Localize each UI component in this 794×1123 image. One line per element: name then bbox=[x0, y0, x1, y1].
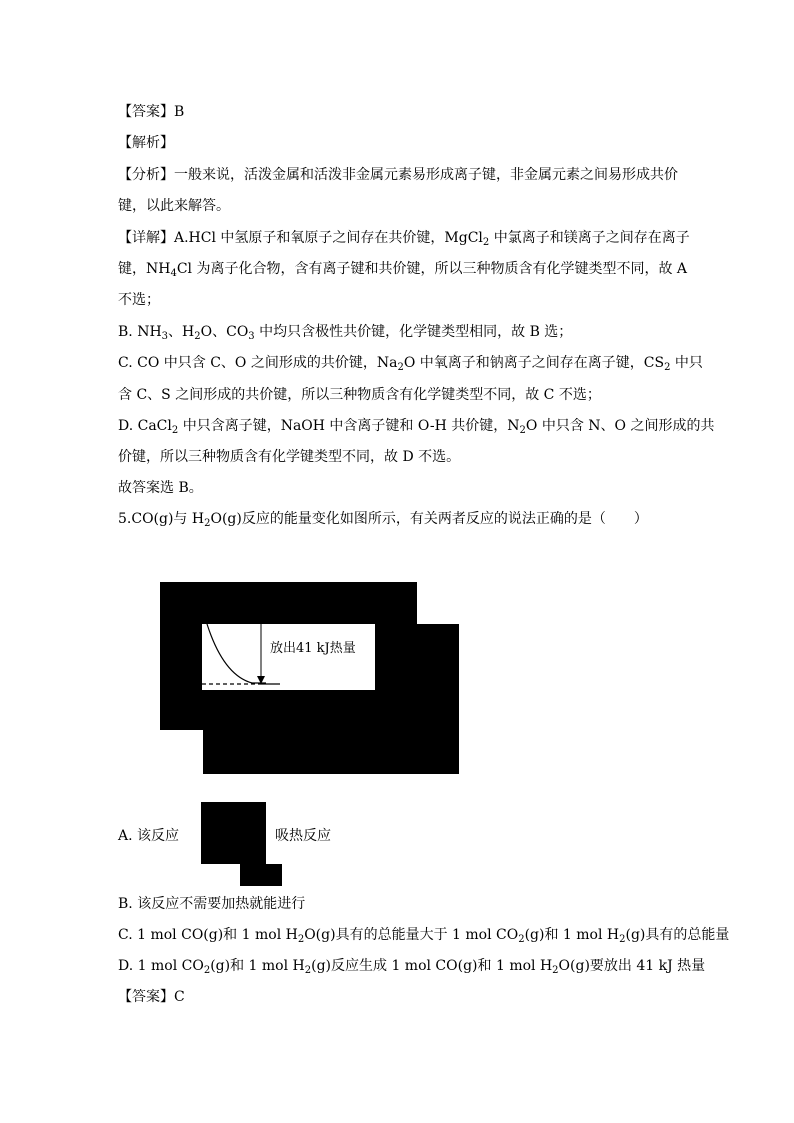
redaction-block-top bbox=[160, 582, 417, 624]
fenxi-line-1: 【分析】一般来说，活泼金属和活泼非金属元素易形成离子键，非金属元素之间易形成共价 bbox=[118, 167, 678, 183]
detail-c-line-1: C. CO 中只含 C、O 之间形成的共价键，$Na_2O$ 中氧离子和钠离子之间存在离子键，$CS_2$ 中只 bbox=[118, 355, 703, 373]
redaction-block-bottom-lower bbox=[203, 730, 417, 774]
detail-c-line-2: 含 C、S 之间形成的共价键，所以三种物质含有化学键类型不同，故 C 不选； bbox=[118, 387, 601, 403]
energy-diagram bbox=[160, 582, 460, 774]
redaction-block-bottom bbox=[160, 690, 417, 730]
detail-d-line-1: D. CaCl$_2$ 中只含离子键，NaOH 中含离子键和 O-H 共价键，$N_2O$ 中只含 N、O 之间形成的共 bbox=[118, 418, 715, 436]
answer-tag: 【答案】 bbox=[118, 989, 174, 1005]
detail-a-line-3: 不选； bbox=[118, 292, 160, 308]
redaction-block-middle-right bbox=[375, 624, 417, 690]
option-a-redaction-top bbox=[201, 802, 266, 864]
detail-a-line-2: 键，$NH_4Cl$ 为离子化合物，含有离子键和共价键，所以三种物质含有化学键类型不同，故 A bbox=[118, 261, 688, 279]
question-5-stem: 5.CO(g)与 $H_2O(g)$反应的能量变化如图所示，有关两者反应的说法正确的是（ ） bbox=[118, 511, 648, 529]
option-d: D. 1 mol $CO_2(g)$和 1 mol $H_2(g)$反应生成 1 mol CO(g)和 1 mol $H_2O(g)$要放出 41 kJ 热量 bbox=[118, 958, 706, 976]
answer-line-1 bbox=[118, 102, 184, 122]
heat-release-label: 放出41 kJ热量 bbox=[270, 641, 356, 656]
redaction-block-far-right bbox=[417, 624, 459, 774]
answer-value: C bbox=[174, 989, 185, 1005]
analysis-heading: 【解析】 bbox=[118, 135, 174, 151]
detail-a-line-1: 【详解】A.HCl 中氢原子和氧原子之间存在共价键，MgCl$_2$ 中氯离子和镁离子之间存在离子 bbox=[118, 230, 690, 248]
energy-curve bbox=[207, 624, 266, 683]
fenxi-line-2: 键，以此来解答。 bbox=[118, 198, 230, 214]
option-a: A. 该反应 吸热反应 bbox=[118, 828, 332, 844]
detail-tag: 【详解】 bbox=[118, 230, 174, 246]
answer-line-2 bbox=[118, 987, 185, 1007]
option-a-redaction-bottom bbox=[240, 864, 282, 886]
detail-conclusion: 故答案选 B。 bbox=[118, 480, 203, 496]
option-c: C. 1 mol CO(g)和 1 mol $H_2O(g)$具有的总能量大于 1 mol $CO_2(g)$和 1 mol $H_2(g)$具有的总能量 bbox=[118, 927, 730, 945]
redaction-block-left bbox=[160, 624, 202, 690]
detail-d-line-2: 价键，所以三种物质含有化学键类型不同，故 D 不选。 bbox=[118, 449, 461, 465]
detail-b-line-1: B. $NH_3$、$H_2O$、$CO_3$ 中均只含极性共价键，化学键类型相同，故 B 选； bbox=[118, 324, 573, 342]
option-b: B. 该反应不需要加热就能进行 bbox=[118, 896, 306, 912]
fenxi-tag: 【分析】 bbox=[118, 167, 174, 183]
answer-value: B bbox=[174, 104, 185, 120]
answer-tag: 【答案】 bbox=[118, 104, 174, 120]
